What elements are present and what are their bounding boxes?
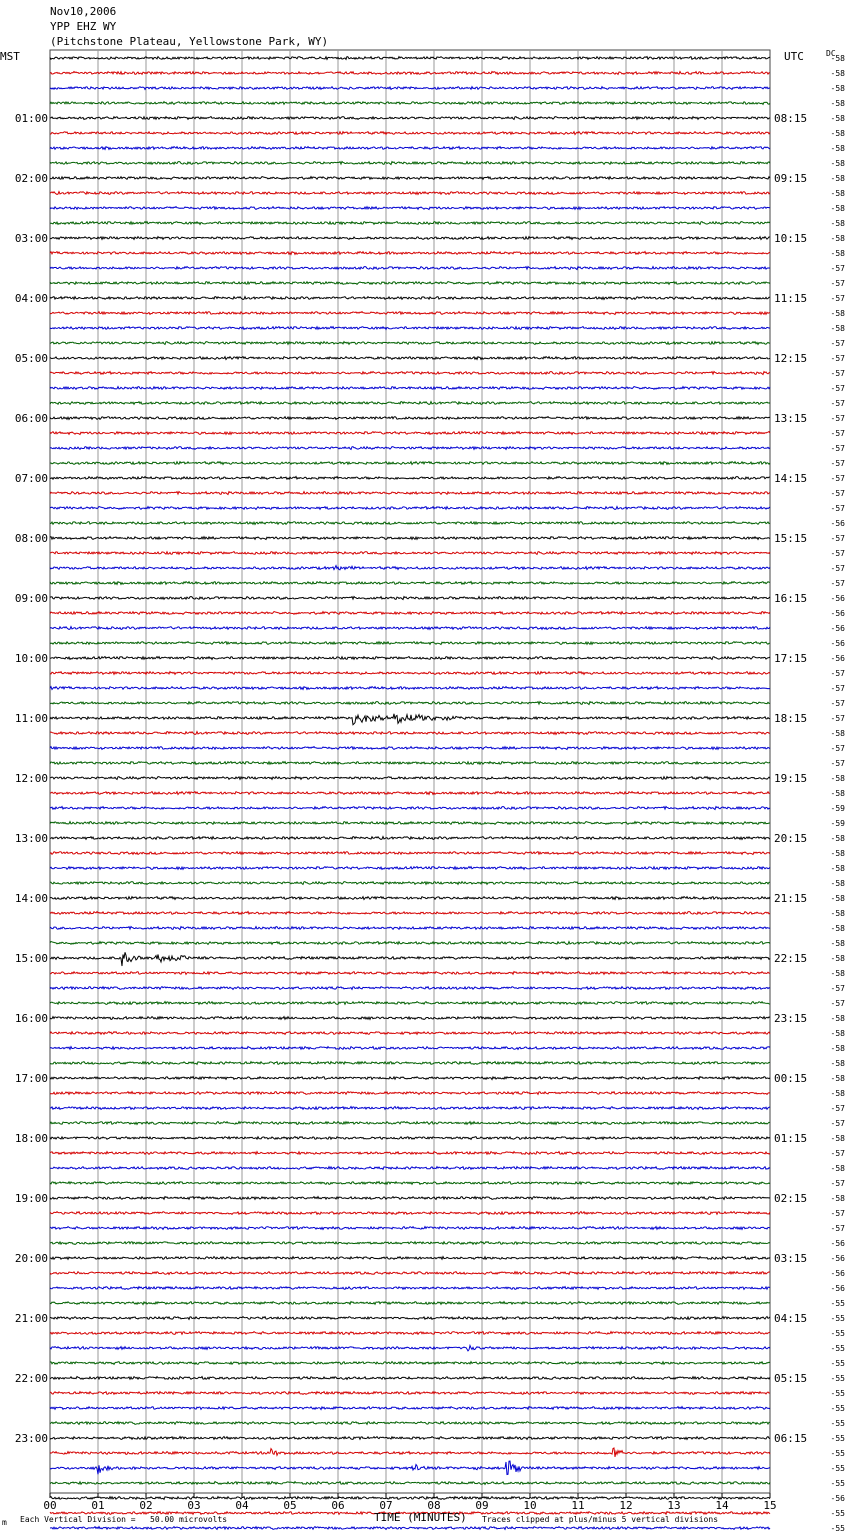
x-tick-label: 02 <box>139 1499 153 1512</box>
trace-row <box>50 1527 770 1530</box>
trace-row <box>50 132 770 135</box>
dc-offset-value: -57 <box>830 354 845 363</box>
dc-offset-label: DC <box>826 49 836 58</box>
right-hour-label: 18:15 <box>774 712 808 725</box>
left-hour-label: 02:00 <box>14 172 48 185</box>
x-axis-label: TIME (MINUTES) <box>374 1511 467 1524</box>
left-hour-label: 16:00 <box>14 1012 48 1025</box>
dc-offset-value: -58 <box>830 174 845 183</box>
dc-offset-value: -58 <box>830 309 845 318</box>
trace-row <box>50 1242 770 1245</box>
trace-row <box>50 432 770 435</box>
dc-offset-value: -57 <box>830 579 845 588</box>
right-hour-label: 13:15 <box>774 412 808 425</box>
dc-offset-value: -57 <box>830 414 845 423</box>
left-hour-label: 23:00 <box>14 1432 48 1445</box>
trace-row <box>50 1332 770 1335</box>
dc-offset-value: -57 <box>830 294 845 303</box>
dc-offset-value: -57 <box>830 1149 845 1158</box>
dc-offset-value: -58 <box>830 159 845 168</box>
trace-row <box>50 87 770 90</box>
trace-row <box>50 1077 770 1080</box>
trace-row <box>50 117 770 120</box>
trace-row <box>50 1257 770 1260</box>
trace-row <box>50 1287 770 1290</box>
dc-offset-value: -55 <box>830 1449 845 1458</box>
trace-row <box>50 582 770 585</box>
dc-offset-value: -59 <box>830 819 845 828</box>
dc-offset-value: -57 <box>830 474 845 483</box>
dc-offset-value: -57 <box>830 759 845 768</box>
trace-row <box>50 162 770 165</box>
trace-row <box>50 507 770 510</box>
dc-offset-value: -58 <box>830 954 845 963</box>
dc-offset-value: -57 <box>830 504 845 513</box>
dc-offset-value: -58 <box>830 939 845 948</box>
right-hour-label: 02:15 <box>774 1192 808 1205</box>
trace-row <box>50 492 770 495</box>
dc-offset-value: -56 <box>830 1254 845 1263</box>
dc-offset-value: -58 <box>830 234 845 243</box>
trace-row <box>50 1152 770 1155</box>
x-tick-label: 13 <box>667 1499 681 1512</box>
right-hour-label: 16:15 <box>774 592 808 605</box>
trace-row <box>50 1197 770 1200</box>
trace-row <box>50 1227 770 1230</box>
plot-date: Nov10,2006 <box>50 5 117 18</box>
left-hour-label: 22:00 <box>14 1372 48 1385</box>
trace-row <box>50 1377 770 1380</box>
trace-row <box>50 807 770 810</box>
left-hour-label: 21:00 <box>14 1312 48 1325</box>
dc-offset-value: -58 <box>830 144 845 153</box>
dc-offset-value: -55 <box>830 1389 845 1398</box>
right-hour-label: 03:15 <box>774 1252 808 1265</box>
dc-offset-value: -56 <box>830 1494 845 1503</box>
trace-row <box>50 1092 770 1095</box>
right-hour-label: 15:15 <box>774 532 808 545</box>
trace-row <box>50 297 770 300</box>
trace-row <box>50 657 770 660</box>
dc-offset-value: -59 <box>830 804 845 813</box>
dc-offset-value: -57 <box>830 1119 845 1128</box>
left-hour-label: 06:00 <box>14 412 48 425</box>
dc-offset-value: -55 <box>830 1374 845 1383</box>
right-hour-label: 01:15 <box>774 1132 808 1145</box>
dc-offset-value: -57 <box>830 699 845 708</box>
trace-row <box>50 192 770 195</box>
trace-row <box>50 747 770 750</box>
trace-row <box>50 792 770 795</box>
left-hour-label: 13:00 <box>14 832 48 845</box>
dc-offset-value: -57 <box>830 684 845 693</box>
dc-offset-value: -58 <box>830 969 845 978</box>
left-hour-label: 20:00 <box>14 1252 48 1265</box>
dc-offset-value: -58 <box>830 1014 845 1023</box>
trace-row <box>50 477 770 480</box>
dc-offset-value: -58 <box>830 1134 845 1143</box>
trace-row <box>50 147 770 150</box>
right-hour-label: 11:15 <box>774 292 808 305</box>
trace-row <box>50 402 770 405</box>
dc-offset-value: -55 <box>830 1404 845 1413</box>
trace-row <box>50 1122 770 1125</box>
dc-offset-value: -58 <box>830 189 845 198</box>
dc-offset-value: -58 <box>830 879 845 888</box>
trace-row <box>50 927 770 930</box>
trace-row <box>50 222 770 225</box>
trace-row <box>50 1392 770 1395</box>
left-hour-label: 14:00 <box>14 892 48 905</box>
trace-row <box>50 642 770 645</box>
dc-offset-value: -57 <box>830 1179 845 1188</box>
right-hour-label: 12:15 <box>774 352 808 365</box>
plot-frame <box>50 50 770 1493</box>
trace-row <box>50 1448 770 1457</box>
footer-mark: m <box>2 1518 7 1527</box>
dc-offset-value: -58 <box>830 834 845 843</box>
x-tick-label: 07 <box>379 1499 393 1512</box>
left-timezone-label: MST <box>0 50 20 63</box>
dc-offset-value: -57 <box>830 534 845 543</box>
dc-offset-value: -58 <box>830 1164 845 1173</box>
trace-row <box>50 972 770 975</box>
dc-offset-value: -58 <box>830 324 845 333</box>
dc-offset-value: -55 <box>830 1479 845 1488</box>
right-hour-label: 00:15 <box>774 1072 808 1085</box>
right-hour-label: 10:15 <box>774 232 808 245</box>
x-tick-label: 12 <box>619 1499 633 1512</box>
trace-row <box>50 357 770 360</box>
left-hour-label: 04:00 <box>14 292 48 305</box>
x-tick-label: 14 <box>715 1499 729 1512</box>
dc-offset-value: -57 <box>830 369 845 378</box>
dc-offset-value: -58 <box>830 1089 845 1098</box>
station-location: (Pitchstone Plateau, Yellowstone Park, WY) <box>50 35 329 48</box>
dc-offset-value: -57 <box>830 1209 845 1218</box>
right-hour-label: 23:15 <box>774 1012 808 1025</box>
dc-offset-value: -58 <box>830 249 845 258</box>
trace-row <box>50 952 770 966</box>
right-hour-label: 08:15 <box>774 112 808 125</box>
dc-offset-value: -55 <box>830 1344 845 1353</box>
trace-row <box>50 207 770 210</box>
left-hour-label: 17:00 <box>14 1072 48 1085</box>
trace-row <box>50 987 770 990</box>
dc-offset-value: -56 <box>830 1239 845 1248</box>
right-hour-label: 09:15 <box>774 172 808 185</box>
trace-row <box>50 1407 770 1410</box>
dc-offset-value: -58 <box>830 69 845 78</box>
dc-offset-value: -56 <box>830 654 845 663</box>
right-hour-label: 06:15 <box>774 1432 808 1445</box>
dc-offset-value: -55 <box>830 1464 845 1473</box>
trace-row <box>50 612 770 615</box>
dc-offset-value: -58 <box>830 849 845 858</box>
station-code: YPP EHZ WY <box>50 20 117 33</box>
dc-offset-value: -58 <box>830 894 845 903</box>
trace-row <box>50 687 770 690</box>
left-hour-label: 18:00 <box>14 1132 48 1145</box>
dc-offset-value: -58 <box>830 774 845 783</box>
x-tick-label: 11 <box>571 1499 585 1512</box>
left-hour-label: 01:00 <box>14 112 48 125</box>
right-hour-label: 20:15 <box>774 832 808 845</box>
right-hour-label: 17:15 <box>774 652 808 665</box>
trace-row <box>50 312 770 315</box>
trace-row <box>50 57 770 60</box>
trace-row <box>50 822 770 825</box>
dc-offset-value: -57 <box>830 384 845 393</box>
left-hour-label: 09:00 <box>14 592 48 605</box>
trace-row <box>50 1107 770 1110</box>
dc-offset-value: -58 <box>830 1029 845 1038</box>
trace-row <box>50 1422 770 1425</box>
left-hour-label: 07:00 <box>14 472 48 485</box>
dc-offset-value: -58 <box>830 84 845 93</box>
dc-offset-value: -58 <box>830 789 845 798</box>
trace-row <box>50 1437 770 1440</box>
left-hour-label: 15:00 <box>14 952 48 965</box>
dc-offset-value: -57 <box>830 714 845 723</box>
dc-offset-value: -57 <box>830 489 845 498</box>
dc-offset-value: -55 <box>830 1509 845 1518</box>
right-hour-label: 14:15 <box>774 472 808 485</box>
trace-row <box>50 252 770 255</box>
trace-row <box>50 1302 770 1305</box>
division-scale-note: Each Vertical Division = 50.00 microvolts <box>20 1515 228 1524</box>
dc-offset-value: -58 <box>830 1194 845 1203</box>
trace-row <box>50 597 770 600</box>
trace-row <box>50 522 770 525</box>
dc-offset-value: -58 <box>830 1059 845 1068</box>
trace-row <box>50 387 770 390</box>
left-hour-label: 19:00 <box>14 1192 48 1205</box>
left-hour-label: 05:00 <box>14 352 48 365</box>
trace-row <box>50 732 770 735</box>
trace-row <box>50 702 770 705</box>
trace-row <box>50 627 770 630</box>
x-tick-label: 06 <box>331 1499 345 1512</box>
trace-row <box>50 672 770 675</box>
x-tick-label: 15 <box>763 1499 777 1512</box>
trace-row <box>50 1002 770 1005</box>
trace-row <box>50 867 770 870</box>
dc-offset-value: -56 <box>830 639 845 648</box>
trace-row <box>50 1362 770 1365</box>
trace-row <box>50 1317 770 1320</box>
trace-row <box>50 1497 770 1500</box>
right-hour-label: 04:15 <box>774 1312 808 1325</box>
x-tick-label: 05 <box>283 1499 297 1512</box>
dc-offset-value: -57 <box>830 459 845 468</box>
x-tick-label: 03 <box>187 1499 201 1512</box>
dc-offset-value: -57 <box>830 1224 845 1233</box>
dc-offset-value: -57 <box>830 429 845 438</box>
trace-row <box>50 1137 770 1140</box>
trace-row <box>50 447 770 450</box>
trace-row <box>50 102 770 105</box>
trace-row <box>50 777 770 780</box>
trace-row <box>50 342 770 345</box>
dc-offset-value: -56 <box>830 594 845 603</box>
dc-offset-value: -57 <box>830 264 845 273</box>
trace-row <box>50 1272 770 1275</box>
right-hour-label: 05:15 <box>774 1372 808 1385</box>
x-tick-label: 09 <box>475 1499 489 1512</box>
dc-offset-value: -57 <box>830 999 845 1008</box>
trace-row <box>50 327 770 330</box>
clipping-note: Traces clipped at plus/minus 5 vertical divisions <box>482 1515 719 1524</box>
left-hour-label: 12:00 <box>14 772 48 785</box>
dc-offset-value: -57 <box>830 984 845 993</box>
trace-row <box>50 566 770 570</box>
dc-offset-value: -58 <box>830 864 845 873</box>
left-hour-label: 10:00 <box>14 652 48 665</box>
dc-offset-value: -56 <box>830 624 845 633</box>
dc-offset-value: -58 <box>830 114 845 123</box>
trace-row <box>50 462 770 465</box>
trace-row <box>50 372 770 375</box>
dc-offset-value: -56 <box>830 1284 845 1293</box>
trace-row <box>50 1182 770 1185</box>
dc-offset-value: -57 <box>830 669 845 678</box>
dc-offset-value: -57 <box>830 279 845 288</box>
dc-offset-value: -58 <box>830 204 845 213</box>
trace-row <box>50 942 770 945</box>
trace-row <box>50 537 770 540</box>
trace-row <box>50 552 770 555</box>
trace-row <box>50 837 770 840</box>
dc-offset-value: -56 <box>830 519 845 528</box>
dc-offset-value: -58 <box>830 1074 845 1083</box>
trace-row <box>50 852 770 855</box>
dc-offset-value: -55 <box>830 1434 845 1443</box>
trace-row <box>50 1346 770 1351</box>
dc-offset-value: -57 <box>830 549 845 558</box>
trace-row <box>50 912 770 915</box>
dc-offset-value: -57 <box>830 444 845 453</box>
dc-offset-value: -55 <box>830 1314 845 1323</box>
dc-offset-value: -58 <box>830 729 845 738</box>
trace-row <box>50 177 770 180</box>
trace-row <box>50 1017 770 1020</box>
left-hour-label: 03:00 <box>14 232 48 245</box>
right-timezone-label: UTC <box>784 50 804 63</box>
trace-row <box>50 237 770 240</box>
dc-offset-value: -58 <box>830 129 845 138</box>
x-tick-label: 10 <box>523 1499 537 1512</box>
dc-offset-value: -57 <box>830 1104 845 1113</box>
trace-row <box>50 1167 770 1170</box>
trace-row <box>50 1212 770 1215</box>
x-tick-label: 04 <box>235 1499 249 1512</box>
trace-row <box>50 1062 770 1065</box>
dc-offset-value: -55 <box>830 1524 845 1533</box>
trace-row <box>50 282 770 285</box>
trace-row <box>50 1482 770 1485</box>
dc-offset-value: -58 <box>830 1044 845 1053</box>
dc-offset-value: -57 <box>830 399 845 408</box>
dc-offset-value: -55 <box>830 1359 845 1368</box>
dc-offset-value: -56 <box>830 1269 845 1278</box>
trace-row <box>50 1461 770 1474</box>
dc-offset-value: -58 <box>830 99 845 108</box>
dc-offset-value: -58 <box>830 54 845 63</box>
trace-row <box>50 714 770 725</box>
dc-offset-value: -55 <box>830 1329 845 1338</box>
trace-row <box>50 1032 770 1035</box>
dc-offset-value: -57 <box>830 564 845 573</box>
trace-row <box>50 267 770 270</box>
trace-row <box>50 72 770 75</box>
right-hour-label: 22:15 <box>774 952 808 965</box>
dc-offset-value: -57 <box>830 744 845 753</box>
trace-row <box>50 1047 770 1050</box>
trace-row <box>50 762 770 765</box>
trace-row <box>50 882 770 885</box>
dc-offset-value: -58 <box>830 909 845 918</box>
x-tick-label: 00 <box>43 1499 57 1512</box>
trace-row <box>50 417 770 420</box>
right-hour-label: 19:15 <box>774 772 808 785</box>
dc-offset-value: -55 <box>830 1299 845 1308</box>
left-hour-label: 11:00 <box>14 712 48 725</box>
dc-offset-value: -58 <box>830 924 845 933</box>
dc-offset-value: -56 <box>830 609 845 618</box>
x-tick-label: 01 <box>91 1499 105 1512</box>
right-hour-label: 21:15 <box>774 892 808 905</box>
x-tick-label: 08 <box>427 1499 441 1512</box>
left-hour-label: 08:00 <box>14 532 48 545</box>
dc-offset-value: -58 <box>830 219 845 228</box>
dc-offset-value: -55 <box>830 1419 845 1428</box>
dc-offset-value: -57 <box>830 339 845 348</box>
trace-row <box>50 897 770 900</box>
